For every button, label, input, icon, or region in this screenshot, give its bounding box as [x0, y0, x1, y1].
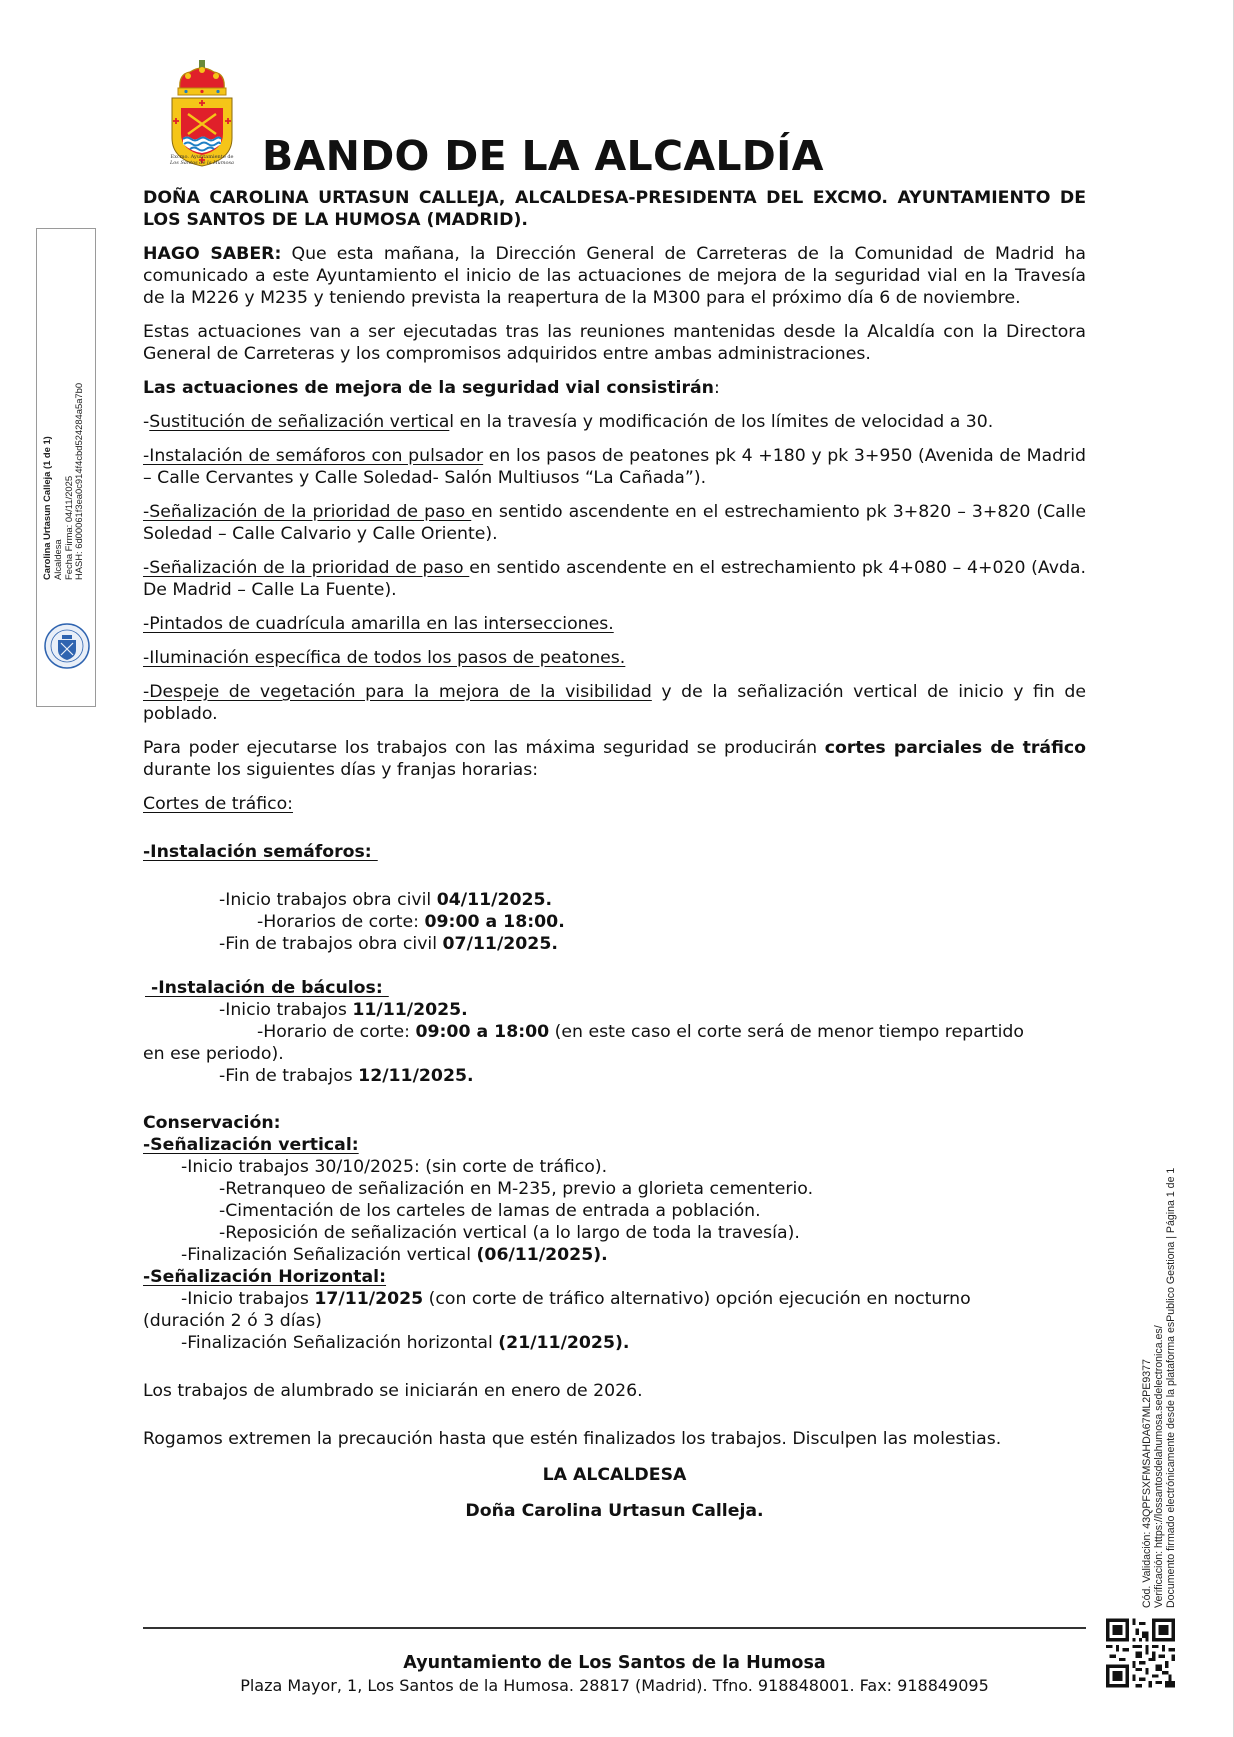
municipal-seal-icon [43, 622, 91, 670]
semaforos-horario-value: 09:00 a 18:00. [424, 912, 565, 932]
baculos-horario [143, 1021, 1086, 1043]
action-item [143, 613, 1086, 635]
actions-heading-text: Las actuaciones de mejora de la seguridad vial consistirán [143, 378, 714, 398]
qr-code-icon[interactable] [1106, 1618, 1175, 1688]
semaforos-inicio [143, 885, 1086, 911]
verification-url[interactable]: Verificación: https://lossantosdelahumosa.sedelectronica.es/ [1153, 1325, 1165, 1608]
senalizacion-horizontal-heading [143, 1266, 1086, 1288]
horizontal-fin-label: -Finalización Señalización horizontal [181, 1333, 499, 1353]
actions-heading [143, 377, 1086, 399]
senalizacion-horizontal-heading-text: -Señalización Horizontal: [143, 1267, 387, 1287]
actions-heading-colon: : [713, 378, 720, 398]
baculos-fin [143, 1065, 1086, 1087]
vertical-fin [143, 1244, 1086, 1266]
hago-saber-text: Que esta mañana, la Dirección General de Carreteras de la Comunidad de Madrid ha comunicado a este Ayuntamiento el inicio de las actuaciones de mejora de la seguridad vial en la Travesía de la M226 y M235 y teniendo prevista la reapertura de la M300 para el próximo día 6 de noviembre. [143, 244, 1086, 308]
coat-of-arms-logo [166, 60, 238, 168]
hago-saber-label: HAGO SABER: [143, 244, 282, 264]
horizontal-inicio [143, 1288, 1086, 1310]
conservacion-heading: Conservación: [143, 1113, 281, 1133]
vertical-inicio: -Inicio trabajos 30/10/2025: (sin corte de tráfico). [181, 1157, 608, 1177]
action-item [143, 445, 1086, 489]
signature-name: Doña Carolina Urtasun Calleja. [465, 1501, 764, 1521]
baculos-inicio-date: 11/11/2025. [352, 1000, 468, 1020]
semaforos-inicio-date: 04/11/2025. [436, 890, 553, 910]
validation-text [1141, 1168, 1177, 1608]
footer-divider [143, 1627, 1086, 1629]
signature-hash: HASH: 6d00061f3ea0c914f4cbd524284a5a7b0 [73, 382, 85, 580]
cortes-heading [143, 793, 1086, 815]
senalizacion-vertical-heading [143, 1134, 1086, 1156]
document-title: BANDO DE LA ALCALDÍA [262, 132, 824, 180]
signature-title: LA ALCALDESA [542, 1465, 687, 1485]
baculos-horario-cont: en ese periodo). [143, 1044, 284, 1064]
signature-stamp-text [42, 383, 85, 580]
horizontal-fin-date: (21/11/2025). [498, 1333, 630, 1353]
action-text: y de la señalización vertical de inicio y fin de poblado. [143, 682, 1086, 724]
signer-name: Carolina Urtasun Calleja (1 de 1) [41, 436, 52, 580]
baculos-inicio [143, 999, 1086, 1021]
semaforos-horario [143, 911, 1086, 933]
intro-heading: DOÑA CAROLINA URTASUN CALLEJA, ALCALDESA-PRESIDENTA DEL EXCMO. AYUNTAMIENTO DE LOS SANTOS DE LA HUMOSA (MADRID). [143, 188, 1086, 230]
vertical-item: -Cimentación de los carteles de lamas de entrada a población. [219, 1201, 761, 1221]
action-text: en sentido ascendente en el estrechamiento pk 4+080 – 4+020 (Avda. De Madrid – Calle La Fuente). [143, 558, 1086, 600]
validation-code: Cód. Validación: 43QPFSXFMSAHDA67ML2PE9377 [1141, 1359, 1153, 1608]
baculos-heading [143, 977, 1086, 999]
action-title: -Señalización de la prioridad de paso [143, 558, 470, 578]
baculos-horario-note: (en este caso el corte será de menor tiempo repartido [549, 1022, 1024, 1042]
baculos-fin-date: 12/11/2025. [358, 1066, 474, 1086]
action-title: -Iluminación específica de todos los pasos de peatones. [143, 648, 626, 668]
hago-saber-paragraph [143, 243, 1086, 309]
baculos-inicio-label: -Inicio trabajos [219, 1000, 353, 1020]
footer-organization: Ayuntamiento de Los Santos de la Humosa [403, 1653, 826, 1673]
semaforos-horario-label: -Horarios de corte: [257, 912, 425, 932]
alumbrado-paragraph: Los trabajos de alumbrado se iniciarán en enero de 2026. [143, 1381, 643, 1401]
action-text: en los pasos de peatones pk 4 +180 y pk 3+950 (Avenida de Madrid – Calle Cervantes y Calle Soledad- Salón Multiusos “La Cañada”). [143, 446, 1086, 488]
semaforos-fin-date: 07/11/2025. [442, 934, 558, 954]
paragraph-reuniones: Estas actuaciones van a ser ejecutadas tras las reuniones mantenidas desde la Alcaldía con la Directora General de Carreteras y los compromisos adquiridos entre ambas administraciones. [143, 322, 1086, 364]
signature-date: Fecha Firma: 04/11/2025 [62, 475, 74, 580]
semaforos-heading [143, 837, 1086, 863]
vertical-fin-date: (06/11/2025). [476, 1245, 608, 1265]
crest-caption-line1: Excmo. Ayuntamiento de [170, 154, 234, 160]
action-title: -Instalación de semáforos con pulsador [143, 446, 484, 466]
signer-role: Alcaldesa [51, 539, 63, 580]
action-text: l en la travesía y modificación de los límites de velocidad a 30. [449, 412, 994, 432]
semaforos-fin-label: -Fin de trabajos obra civil [219, 934, 443, 954]
semaforos-heading-text: -Instalación semáforos: [143, 842, 378, 862]
vertical-fin-label: -Finalización Señalización vertical [181, 1245, 477, 1265]
action-item [143, 501, 1086, 545]
cortes-intro-tail: durante los siguientes días y franjas horarias: [143, 760, 539, 780]
cortes-intro [143, 737, 1086, 781]
horizontal-inicio-note: (con corte de tráfico alternativo) opción ejecución en nocturno [423, 1289, 971, 1309]
document-body [143, 187, 1086, 1534]
semaforos-fin [143, 933, 1086, 955]
baculos-heading-text: -Instalación de báculos: [145, 978, 389, 998]
vertical-item: -Reposición de señalización vertical (a lo largo de toda la travesía). [219, 1223, 800, 1243]
action-prefix: - [143, 412, 150, 432]
action-title: -Pintados de cuadrícula amarilla en las intersecciones. [143, 614, 614, 634]
action-item [143, 557, 1086, 601]
crest-caption [160, 154, 244, 166]
action-item [143, 411, 1086, 433]
vertical-item: -Retranqueo de señalización en M-235, previo a glorieta cementerio. [219, 1179, 814, 1199]
cortes-heading-text: Cortes de tráfico: [143, 794, 293, 814]
action-item [143, 681, 1086, 725]
semaforos-inicio-label: -Inicio trabajos obra civil [219, 890, 437, 910]
horizontal-inicio-label: -Inicio trabajos [181, 1289, 315, 1309]
baculos-horario-value: 09:00 a 18:00 [415, 1022, 550, 1042]
horizontal-inicio-cont: (duración 2 ó 3 días) [143, 1311, 322, 1331]
baculos-fin-label: -Fin de trabajos [219, 1066, 359, 1086]
cortes-intro-bold: cortes parciales de tráfico [824, 738, 1086, 758]
horizontal-inicio-date: 17/11/2025 [314, 1289, 424, 1309]
crest-caption-line2: Los Santos de la Humosa [169, 160, 235, 166]
action-item [143, 647, 1086, 669]
action-title: -Despeje de vegetación para la mejora de la visibilidad [143, 682, 652, 702]
signed-by-platform: Documento firmado electrónicamente desde la plataforma esPublico Gestiona | Página 1 de 1 [1165, 1167, 1177, 1608]
rogamos-paragraph: Rogamos extremen la precaución hasta que estén finalizados los trabajos. Disculpen las molestias. [143, 1429, 1002, 1449]
action-title: -Señalización de la prioridad de paso [143, 502, 472, 522]
horizontal-fin [143, 1332, 1086, 1354]
action-title: Sustitución de señalización vertica [149, 412, 450, 432]
cortes-intro-text: Para poder ejecutarse los trabajos con las máxima seguridad se producirán [143, 738, 825, 758]
action-text: en sentido ascendente en el estrechamiento pk 3+820 – 3+820 (Calle Soledad – Calle Calvario y Calle Oriente). [143, 502, 1087, 544]
senalizacion-vertical-heading-text: -Señalización vertical: [143, 1135, 359, 1155]
baculos-horario-label: -Horario de corte: [257, 1022, 416, 1042]
footer-address: Plaza Mayor, 1, Los Santos de la Humosa. 28817 (Madrid). Tfno. 918848001. Fax: 918849095 [240, 1676, 989, 1695]
